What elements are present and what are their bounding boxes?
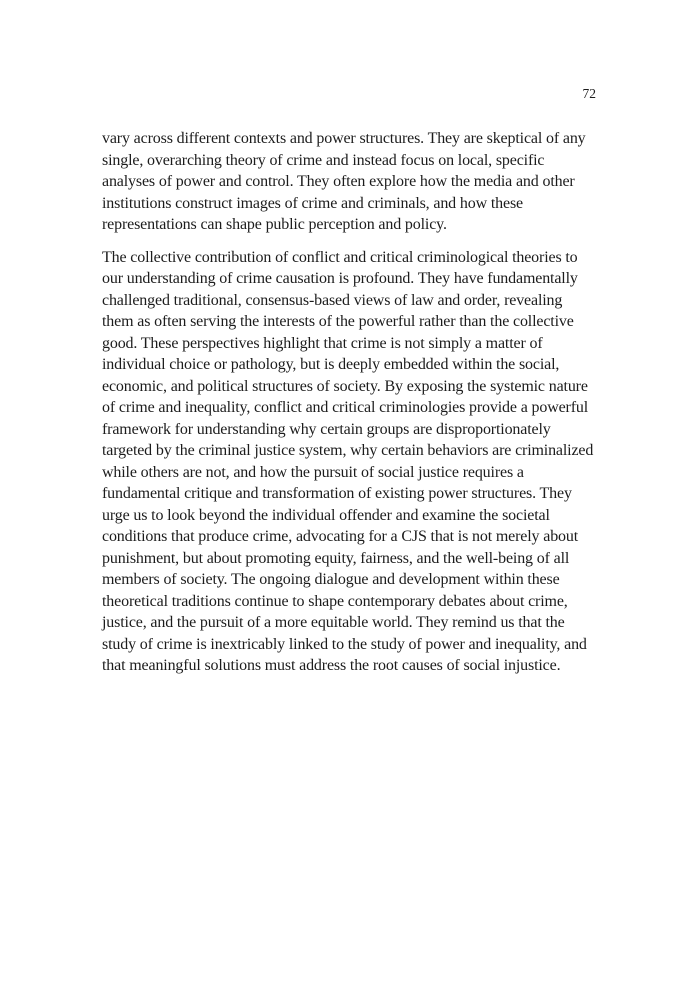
page-number: 72: [582, 86, 596, 101]
paragraph-2: The collective contribution of conflict and critical criminological theories to our understanding of crime causation is profound. They have fundamentally challenged traditional, consensus-based views of law and order, revealing them as often serving the interests of the powerful rather than the collective good. These perspectives highlight that crime is not simply a matter of individual choice or pathology, but is deeply embedded within the social, economic, and political structures of society. By exposing the systemic nature of crime and inequality, conflict and critical criminologies provide a powerful framework for understanding why certain groups are disproportionately targeted by the criminal justice system, why certain behaviors are criminalized while others are not, and how the pursuit of social justice requires a fundamental critique and transformation of existing power structures. They urge us to look beyond the individual offender and examine the societal conditions that produce crime, advocating for a CJS that is not merely about punishment, but about promoting equity, fairness, and the well-being of all members of society. The ongoing dialogue and development within these theoretical traditions continue to shape contemporary debates about crime, justice, and the pursuit of a more equitable world. They remind us that the study of crime is inextricably linked to the study of power and inequality, and that meaningful solutions must address the root causes of social injustice.: [102, 248, 594, 674]
page-content: [102, 128, 596, 677]
paragraph-1: vary across different contexts and power structures. They are skeptical of any single, overarching theory of crime and instead focus on local, specific analyses of power and control. They often explore how the media and other institutions construct images of crime and criminals, and how these representations can shape public perception and policy.: [102, 130, 586, 233]
